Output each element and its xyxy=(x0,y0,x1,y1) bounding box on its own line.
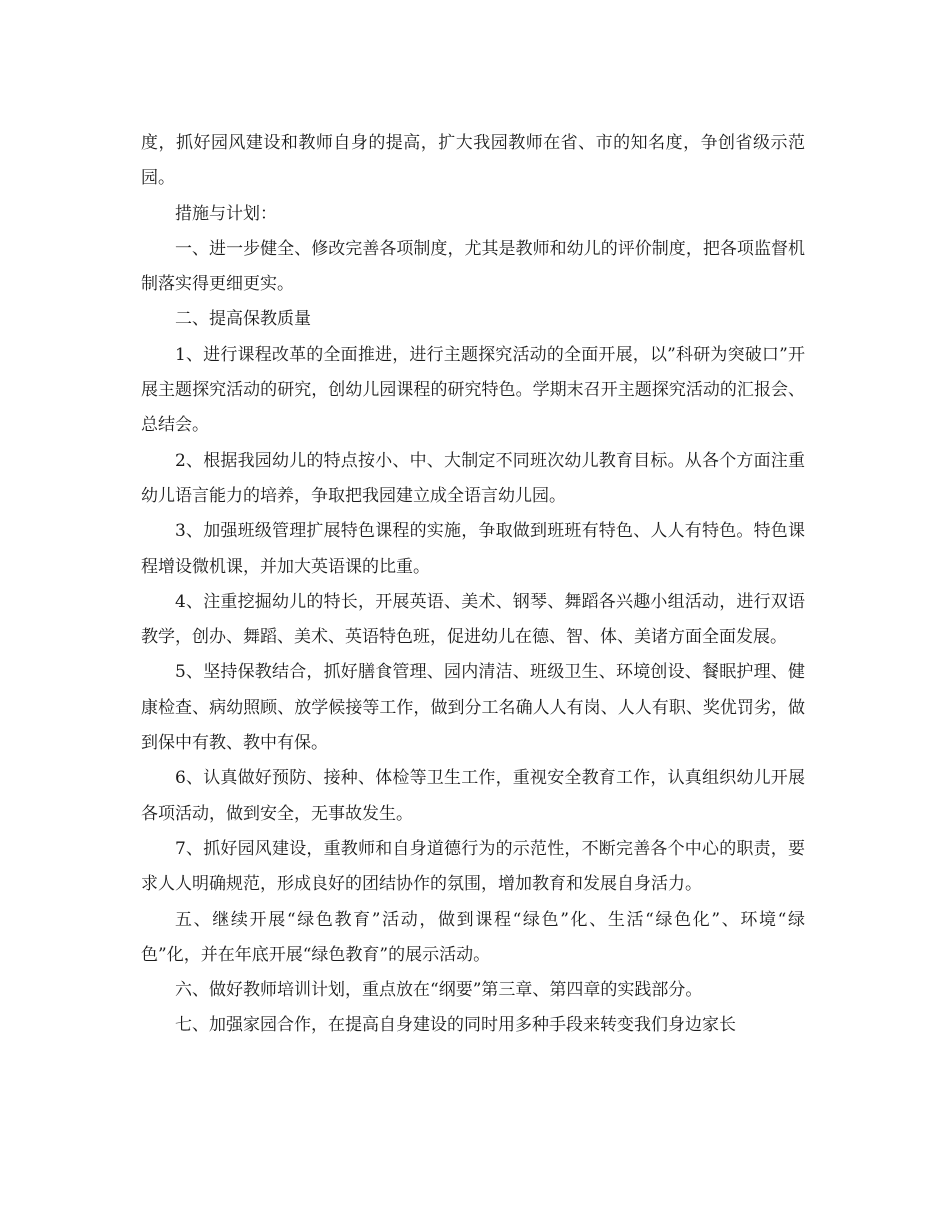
paragraph: 1、进行课程改革的全面推进，进行主题探究活动的全面开展，以”科研为突破口”开展主题探究活动的研究，创幼儿园课程的研究特色。学期末召开主题探究活动的汇报会、总结会。 xyxy=(141,344,805,436)
document-body xyxy=(141,126,805,1044)
paragraph: 一、进一步健全、修改完善各项制度，尤其是教师和幼儿的评价制度，把各项监督机制落实得更细更实。 xyxy=(141,238,805,295)
paragraph: 2、根据我园幼儿的特点按小、中、大制定不同班次幼儿教育目标。从各个方面注重幼儿语言能力的培养，争取把我园建立成全语言幼儿园。 xyxy=(141,450,805,506)
paragraph: 5、坚持保教结合，抓好膳食管理、园内清洁、班级卫生、环境创设、餐眠护理、健康检查、病幼照顾、放学候接等工作，做到分工名确人人有岗、人人有职、奖优罚劣，做到保中有教、教中有保。 xyxy=(141,662,805,754)
paragraph: 五、继续开展“绿色教育”活动，做到课程“绿色”化、生活“绿色化”、环境“绿色”化，并在年底开展“绿色教育”的展示活动。 xyxy=(141,909,805,965)
paragraph: 二、提高保教质量 xyxy=(175,309,311,330)
paragraph: 7、抓好园风建设，重教师和自身道德行为的示范性，不断完善各个中心的职责，要求人人明确规范，形成良好的团结协作的氛围，增加教育和发展自身活力。 xyxy=(141,838,805,895)
paragraph: 七、加强家园合作，在提高自身建设的同时用多种手段来转变我们身边家长 xyxy=(175,1015,736,1036)
paragraph: 6、认真做好预防、接种、体检等卫生工作，重视安全教育工作，认真组织幼儿开展各项活动，做到安全，无事故发生。 xyxy=(141,768,805,824)
paragraph: 措施与计划： xyxy=(175,203,277,224)
paragraph: 度，抓好园风建设和教师自身的提高，扩大我园教师在省、市的知名度，争创省级示范园。 xyxy=(141,133,805,189)
paragraph: 3、加强班级管理扩展特色课程的实施，争取做到班班有特色、人人有特色。特色课程增设微机课，并加大英语课的比重。 xyxy=(141,521,805,577)
paragraph: 4、注重挖掘幼儿的特长，开展英语、美术、钢琴、舞蹈各兴趣小组活动，进行双语教学，创办、舞蹈、美术、英语特色班，促进幼儿在德、智、体、美诸方面全面发展。 xyxy=(141,591,805,648)
paragraph: 六、做好教师培训计划，重点放在“纲要”第三章、第四章的实践部分。 xyxy=(175,980,703,1001)
